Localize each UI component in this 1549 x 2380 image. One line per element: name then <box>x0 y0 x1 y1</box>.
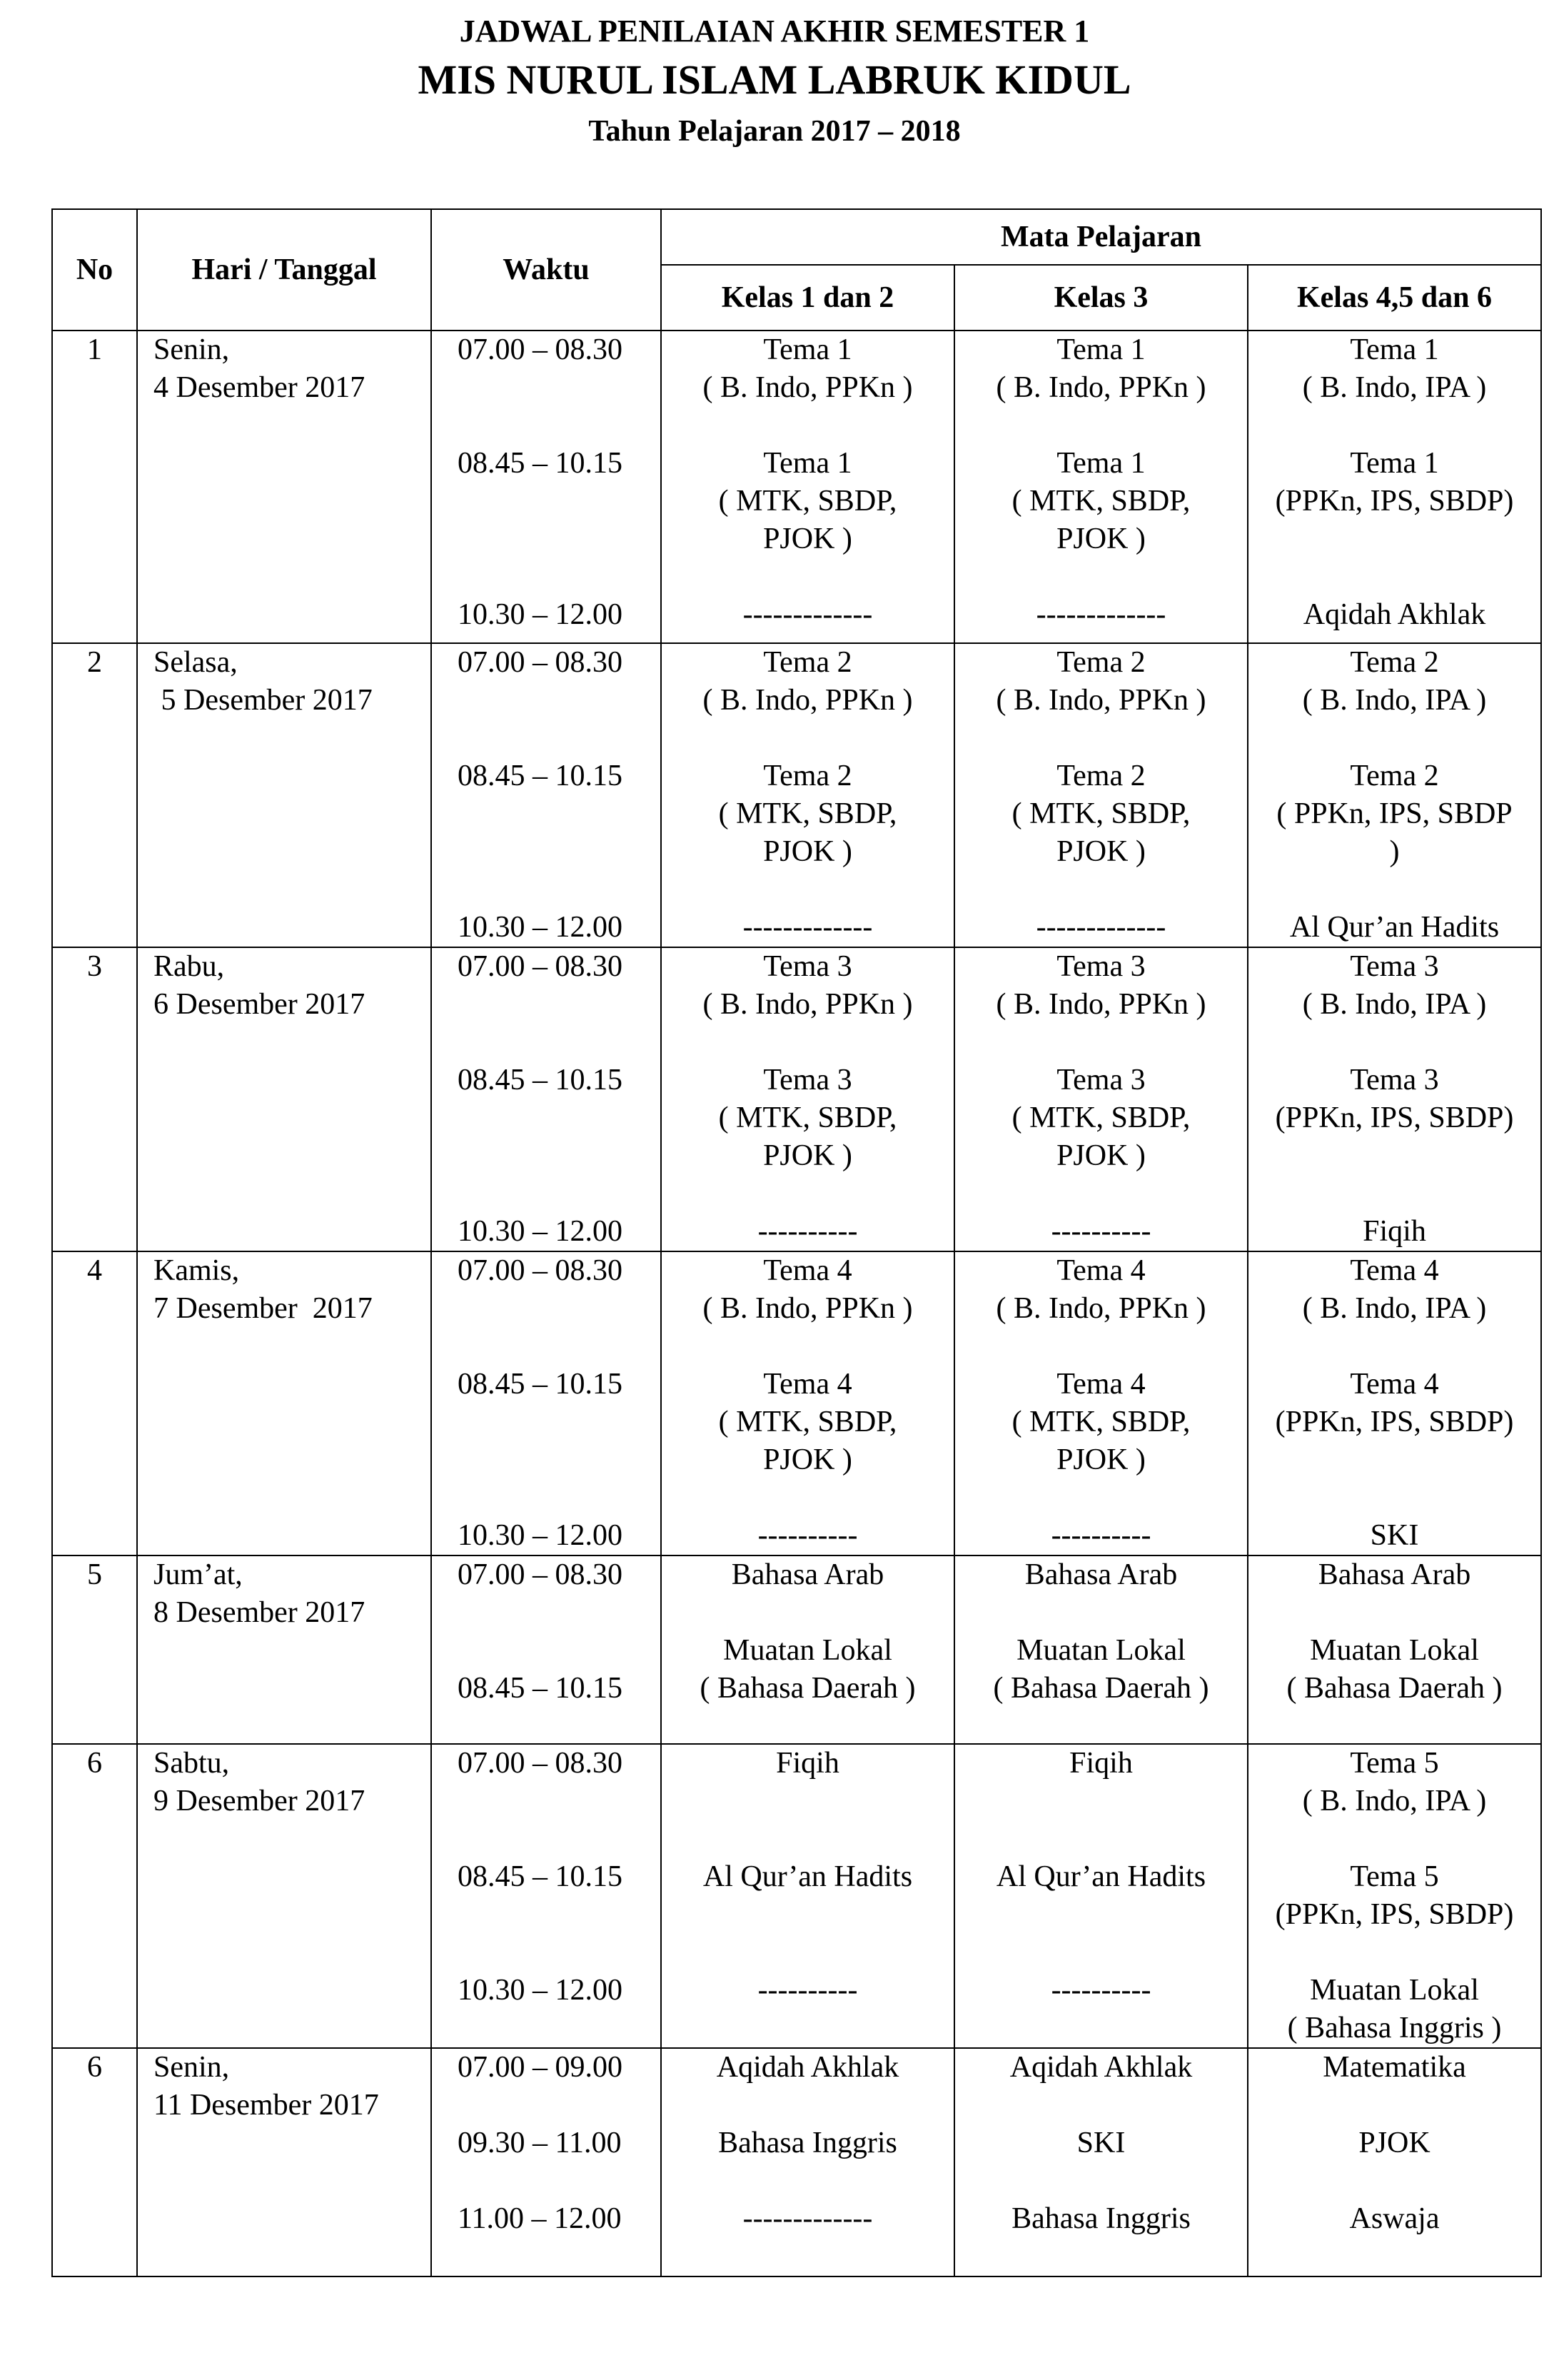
row-subjects-class-4-6-cell <box>1248 2048 1541 2276</box>
row-subjects-class-3-cell <box>954 1555 1248 1744</box>
table-row <box>52 1251 1541 1555</box>
row-day-date-cell <box>137 1555 431 1744</box>
row-subjects-class-4-6: Tema 1 ( B. Indo, IPA ) Tema 1 (PPKn, IPS, SBDP) Aqidah Akhlak <box>1275 333 1514 631</box>
row-number: 6 <box>87 1747 102 1780</box>
row-subjects-class-1-2-cell <box>661 1555 954 1744</box>
row-subjects-class-4-6: Tema 4 ( B. Indo, IPA ) Tema 4 (PPKn, IPS, SBDP) SKI <box>1275 1254 1514 1552</box>
document-title-line1: JADWAL PENILAIAN AKHIR SEMESTER 1 <box>459 14 1090 49</box>
row-day-date-cell <box>137 1251 431 1555</box>
row-day-date-cell <box>137 643 431 947</box>
row-subjects-class-3-cell <box>954 2048 1248 2276</box>
row-time-slots-cell <box>431 1251 661 1555</box>
row-number: 6 <box>87 2051 102 2084</box>
row-subjects-class-4-6-cell <box>1248 947 1541 1251</box>
row-day-date-cell <box>137 2048 431 2276</box>
row-subjects-class-3-cell <box>954 947 1248 1251</box>
header-time: Waktu <box>431 209 661 331</box>
row-subjects-class-3: Tema 2 ( B. Indo, PPKn ) Tema 2 ( MTK, SBDP, PJOK ) ------------- <box>996 646 1206 944</box>
row-time-slots: 07.00 – 08.30 08.45 – 10.15 10.30 – 12.00 <box>458 646 622 944</box>
row-subjects-class-3-cell <box>954 331 1248 643</box>
row-time-slots-cell <box>431 331 661 643</box>
row-subjects-class-4-6: Bahasa Arab Muatan Lokal ( Bahasa Daerah ) <box>1286 1558 1503 1705</box>
row-subjects-class-3: Tema 4 ( B. Indo, PPKn ) Tema 4 ( MTK, SBDP, PJOK ) ---------- <box>996 1254 1206 1552</box>
row-time-slots-cell <box>431 2048 661 2276</box>
row-number-cell <box>52 1251 137 1555</box>
header-day-date: Hari / Tanggal <box>137 209 431 331</box>
schedule-body <box>52 331 1541 2276</box>
row-subjects-class-1-2-cell <box>661 643 954 947</box>
header-class-1-2: Kelas 1 dan 2 <box>661 265 954 331</box>
row-day-date-cell <box>137 331 431 643</box>
row-subjects-class-3: Bahasa Arab Muatan Lokal ( Bahasa Daerah ) <box>993 1558 1209 1705</box>
row-day-date-cell <box>137 1744 431 2048</box>
row-time-slots: 07.00 – 08.30 08.45 – 10.15 10.30 – 12.00 <box>458 1747 622 2007</box>
row-subjects-class-3: Tema 3 ( B. Indo, PPKn ) Tema 3 ( MTK, SBDP, PJOK ) ---------- <box>996 950 1206 1248</box>
row-number: 5 <box>87 1558 102 1591</box>
row-subjects-class-3: Tema 1 ( B. Indo, PPKn ) Tema 1 ( MTK, SBDP, PJOK ) ------------- <box>996 333 1206 631</box>
row-day-date: Jum’at, 8 Desember 2017 <box>153 1558 365 1629</box>
row-time-slots-cell <box>431 1744 661 2048</box>
row-day-date-cell <box>137 947 431 1251</box>
row-number-cell <box>52 331 137 643</box>
header-class-4-6: Kelas 4,5 dan 6 <box>1248 265 1541 331</box>
row-subjects-class-1-2-cell <box>661 1251 954 1555</box>
row-time-slots-cell <box>431 1555 661 1744</box>
row-subjects-class-4-6: Tema 2 ( B. Indo, IPA ) Tema 2 ( PPKn, IPS, SBDP ) Al Qur’an Hadits <box>1276 646 1513 944</box>
row-number: 4 <box>87 1254 102 1287</box>
row-day-date: Selasa, 5 Desember 2017 <box>153 646 373 717</box>
row-number: 2 <box>87 646 102 679</box>
row-subjects-class-4-6-cell <box>1248 1251 1541 1555</box>
table-row <box>52 947 1541 1251</box>
row-time-slots-cell <box>431 643 661 947</box>
row-subjects-class-1-2-cell <box>661 331 954 643</box>
header-no: No <box>52 209 137 331</box>
row-subjects-class-3: Aqidah Akhlak SKI Bahasa Inggris <box>1009 2051 1193 2235</box>
row-day-date: Senin, 11 Desember 2017 <box>153 2051 379 2122</box>
header-subjects: Mata Pelajaran <box>661 209 1541 265</box>
row-subjects-class-3-cell <box>954 1744 1248 2048</box>
row-time-slots: 07.00 – 08.30 08.45 – 10.15 10.30 – 12.00 <box>458 1254 622 1552</box>
row-time-slots-cell <box>431 947 661 1251</box>
row-number-cell <box>52 643 137 947</box>
row-subjects-class-4-6-cell <box>1248 643 1541 947</box>
row-subjects-class-1-2-cell <box>661 1744 954 2048</box>
row-subjects-class-1-2: Fiqih Al Qur’an Hadits ---------- <box>702 1747 913 2007</box>
row-number-cell <box>52 1744 137 2048</box>
row-subjects-class-1-2: Tema 3 ( B. Indo, PPKn ) Tema 3 ( MTK, SBDP, PJOK ) ---------- <box>702 950 913 1248</box>
row-subjects-class-1-2-cell <box>661 2048 954 2276</box>
row-subjects-class-1-2-cell <box>661 947 954 1251</box>
table-row <box>52 331 1541 643</box>
row-subjects-class-3-cell <box>954 1251 1248 1555</box>
row-time-slots: 07.00 – 08.30 08.45 – 10.15 <box>458 1558 622 1705</box>
school-name: MIS NURUL ISLAM LABRUK KIDUL <box>418 56 1131 103</box>
row-day-date: Kamis, 7 Desember 2017 <box>153 1254 373 1325</box>
row-number-cell <box>52 2048 137 2276</box>
row-subjects-class-4-6-cell <box>1248 331 1541 643</box>
row-subjects-class-4-6-cell <box>1248 1555 1541 1744</box>
row-subjects-class-1-2: Tema 4 ( B. Indo, PPKn ) Tema 4 ( MTK, SBDP, PJOK ) ---------- <box>702 1254 913 1552</box>
table-row <box>52 1744 1541 2048</box>
row-subjects-class-1-2: Tema 2 ( B. Indo, PPKn ) Tema 2 ( MTK, SBDP, PJOK ) ------------- <box>702 646 913 944</box>
row-time-slots: 07.00 – 09.00 09.30 – 11.00 11.00 – 12.00 <box>458 2051 622 2235</box>
row-subjects-class-1-2: Aqidah Akhlak Bahasa Inggris ------------- <box>716 2051 899 2235</box>
row-number: 3 <box>87 950 102 983</box>
row-subjects-class-1-2: Tema 1 ( B. Indo, PPKn ) Tema 1 ( MTK, SBDP, PJOK ) ------------- <box>702 333 913 631</box>
table-row <box>52 2048 1541 2276</box>
row-day-date: Sabtu, 9 Desember 2017 <box>153 1747 365 1817</box>
exam-schedule-table <box>51 208 1542 2277</box>
academic-year: Tahun Pelajaran 2017 – 2018 <box>588 115 961 148</box>
table-row <box>52 1555 1541 1744</box>
row-subjects-class-1-2: Bahasa Arab Muatan Lokal ( Bahasa Daerah ) <box>700 1558 916 1705</box>
row-subjects-class-3-cell <box>954 643 1248 947</box>
row-number-cell <box>52 1555 137 1744</box>
row-number: 1 <box>87 333 102 366</box>
row-subjects-class-4-6: Matematika PJOK Aswaja <box>1323 2051 1466 2235</box>
row-day-date: Senin, 4 Desember 2017 <box>153 333 365 404</box>
row-time-slots: 07.00 – 08.30 08.45 – 10.15 10.30 – 12.00 <box>458 333 622 631</box>
row-subjects-class-4-6: Tema 3 ( B. Indo, IPA ) Tema 3 (PPKn, IPS, SBDP) Fiqih <box>1275 950 1514 1248</box>
table-row <box>52 643 1541 947</box>
row-subjects-class-3: Fiqih Al Qur’an Hadits ---------- <box>996 1747 1206 2007</box>
row-time-slots: 07.00 – 08.30 08.45 – 10.15 10.30 – 12.00 <box>458 950 622 1248</box>
row-day-date: Rabu, 6 Desember 2017 <box>153 950 365 1021</box>
row-subjects-class-4-6: Tema 5 ( B. Indo, IPA ) Tema 5 (PPKn, IPS, SBDP) Muatan Lokal ( Bahasa Inggris ) <box>1275 1747 1514 2044</box>
header-class-3: Kelas 3 <box>954 265 1248 331</box>
row-number-cell <box>52 947 137 1251</box>
row-subjects-class-4-6-cell <box>1248 1744 1541 2048</box>
